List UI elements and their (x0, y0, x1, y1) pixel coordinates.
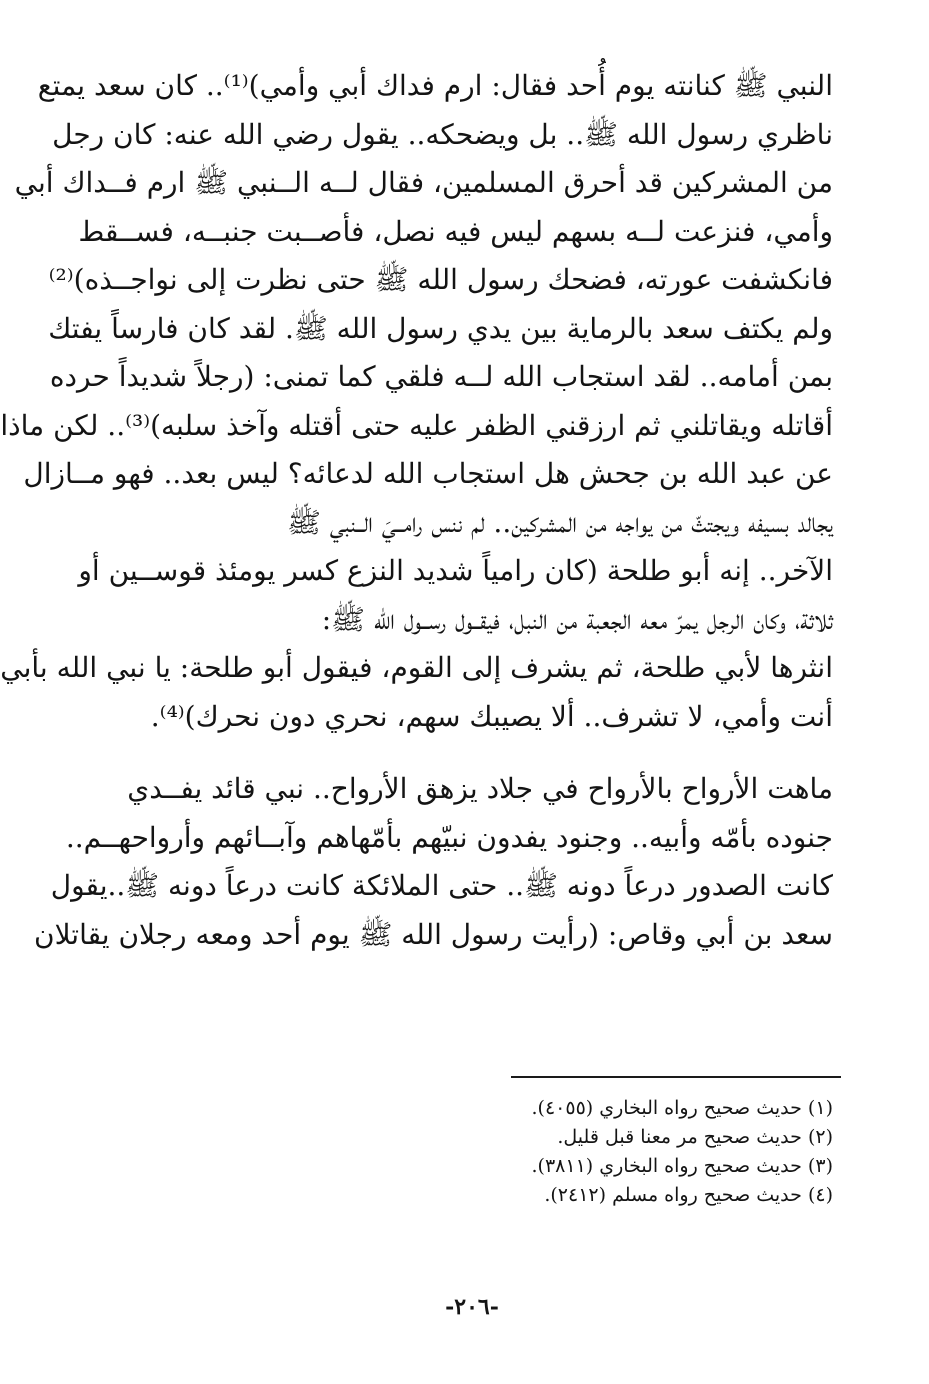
text-line: عن عبد الله بن جحش هل استجاب الله لدعائه؟ ليس بعد.. فهو مــازال (23, 457, 833, 490)
text-line: أقاتله ويقاتلني ثم ارزقني الظفر عليه حتى أقتله وآخذ سلبه)⁽³⁾.. لكن ماذا (0, 408, 833, 442)
paragraph-spacer (111, 741, 833, 765)
text-line: من المشركين قد أحرق المسلمين، فقال لــه الــنبي ﷺ ارم فــداك أبي (14, 166, 833, 199)
page-number: -٢٠٦- (445, 1294, 499, 1320)
text-line: كانت الصدور درعاً دونه ﷺ.. حتى الملائكة كانت درعاً دونه ﷺ..يقول (50, 869, 833, 902)
text-line: سعد بن أبي وقاص: (رأيت رسول الله ﷺ يوم أحد ومعه رجلان يقاتلان (34, 917, 833, 951)
text-line: فانكشفت عورته، فضحك رسول الله ﷺ حتى نظرت إلى نواجــذه)⁽²⁾ (48, 263, 833, 296)
main-text (0, 62, 833, 959)
footnote-4: (٤) حديث صحيح رواه مسلم (٢٤١٢). (544, 1184, 833, 1206)
text-line: يجالد بسيفه ويجتثّ من يواجه من المشركين.. لم ننس رامــيَ الــنبي ﷺ (287, 505, 833, 539)
text-line: أنت وأمي، لا تشرف.. ألا يصيبك سهم، نحري دون نحرك)⁽⁴⁾. (150, 699, 833, 733)
footnote-1: (١) حديث صحيح رواه البخاري (٤٠٥٥). (531, 1097, 833, 1119)
footnote-2: (٢) حديث صحيح مر معنا قبل قليل. (557, 1126, 833, 1148)
text-line: انثرها لأبي طلحة، ثم يشرف إلى القوم، فيقول أبو طلحة: يا نبي الله بأبي (0, 651, 833, 684)
paragraph-1 (0, 62, 833, 741)
text-line: ولم يكتف سعد بالرماية بين يدي رسول الله ﷺ. لقد كان فارساً يفتك (48, 311, 833, 345)
paragraph-2 (34, 765, 833, 959)
footnote-divider (511, 1076, 841, 1078)
text-line: الآخر.. إنه أبو طلحة (كان رامياً شديد النزع كسر يومئذ قوســين أو (78, 554, 833, 587)
text-line: وأمي، فنزعت لــه بسهم ليس فيه نصل، فأصــبت جنبــه، فســقط (78, 214, 833, 248)
text-line: جنوده بأمّه وأبيه.. وجنود يفدون نبيّهم بأمّهاهم وآبــائهم وأرواحهــم.. (65, 820, 833, 854)
footnote-3: (٣) حديث صحيح رواه البخاري (٣٨١١). (531, 1155, 833, 1177)
text-line: ماهت الأرواح بالأرواح في جلاد يزهق الأرواح.. نبي قائد يفــدي (127, 772, 833, 805)
footnotes (333, 1094, 833, 1210)
text-line: ثلاثة، وكان الرجل يمرّ معه الجعبة من النبل، فيقــول رســول الله ﷺ: (321, 602, 833, 636)
text-line: ناظري رسول الله ﷺ.. بل ويضحكه.. يقول رضي الله عنه: كان رجل (52, 117, 833, 151)
text-line: النبي ﷺ كنانته يوم أُحد فقال: ارم فداك أبي وأمي)⁽¹⁾.. كان سعد يمتع (37, 69, 833, 102)
text-line: بمن أمامه.. لقد استجاب الله لــه فلقي كما تمنى: (رجلاً شديداً حرده (49, 360, 833, 393)
